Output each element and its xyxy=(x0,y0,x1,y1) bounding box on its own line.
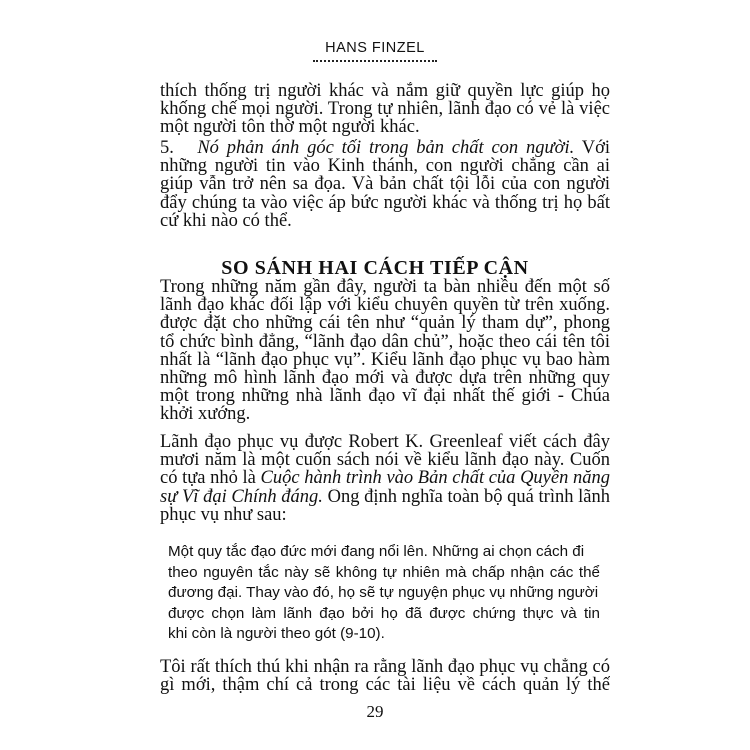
text-line: khởi xướng. xyxy=(160,405,251,424)
text-plain: Ông định nghĩa toàn bộ quá trình lãnh xyxy=(327,487,610,506)
text-line: đẩy chúng ta vào việc áp bức người khác và thống trị họ bất xyxy=(160,193,610,212)
text-line: một người tôn thờ một người khác. xyxy=(160,118,420,137)
book-subtitle: Cuộc hành trình vào Bản chất của Quyền năng xyxy=(260,469,610,488)
text-line: Trong những năm gần đây, người ta bàn nhiều đến một số xyxy=(160,278,610,297)
text-line: Lãnh đạo phục vụ được Robert K. Greenleaf viết cách đây xyxy=(160,433,610,452)
text-line: gì mới, thậm chí cả trong các tài liệu về cách quản lý thế xyxy=(160,676,610,695)
text-line: lãnh đạo khác đối lập với kiểu chuyên quyền từ trên xuống. xyxy=(160,296,610,315)
text-plain: có tựa nhỏ là xyxy=(160,469,256,488)
text-line: Tôi rất thích thú khi nhận ra rằng lãnh đạo phục vụ chẳng có xyxy=(160,658,610,677)
running-header: HANS FINZEL xyxy=(325,40,425,56)
paragraph-1 xyxy=(160,278,610,424)
text-line xyxy=(160,469,610,487)
header-dotted-rule xyxy=(313,60,437,62)
paragraph-2 xyxy=(160,433,610,524)
text-line: cứ khi nào có thể. xyxy=(160,211,292,230)
point-number: 5. xyxy=(160,139,174,158)
text-line: thích thống trị người khác và nắm giữ quyền lực giúp họ xyxy=(160,82,610,101)
paragraph-top xyxy=(160,82,610,137)
block-quote xyxy=(168,542,600,645)
quote-line: được chọn làm lãnh đạo bởi họ đã được chứng thực và tin xyxy=(168,604,600,622)
text-line xyxy=(160,139,610,157)
text-line: được đặt cho những cái tên như “quản lý tham dự”, phong xyxy=(160,314,610,333)
point-text: Với xyxy=(581,139,610,158)
text-line: những người tin vào Kinh thánh, con người chẳng cần ai xyxy=(160,157,610,176)
text-line: tổ chức bình đẳng, “lãnh đạo dân chủ”, hoặc theo cái tên tôi xyxy=(160,332,610,351)
text-line: khống chế mọi người. Trong tự nhiên, lãnh đạo có vẻ là việc xyxy=(160,100,610,119)
text-line: phục vụ như sau: xyxy=(160,505,287,524)
section-heading: SO SÁNH HAI CÁCH TIẾP CẬN xyxy=(221,257,529,279)
point-title: Nó phản ánh góc tối trong bản chất con người. xyxy=(197,139,575,158)
paragraph-3 xyxy=(160,658,610,694)
text-line: nhất là “lãnh đạo phục vụ”. Kiểu lãnh đạo phục vụ bao hàm xyxy=(160,350,610,369)
page-number: 29 xyxy=(366,702,384,721)
text-line: một trong những nhà lãnh đạo vĩ đại nhất thế giới - Chúa xyxy=(160,387,610,406)
text-line: những mô hình lãnh đạo mới và được dựa trên những quy xyxy=(160,368,610,388)
book-subtitle-end: sự Vĩ đại Chính đáng. xyxy=(160,487,323,506)
quote-line: theo nguyên tắc này sẽ không tự nhiên mà chấp nhận các thể xyxy=(168,563,600,581)
quote-line: Một quy tắc đạo đức mới đang nổi lên. Những ai chọn cách đi xyxy=(168,543,585,560)
text-line xyxy=(160,488,610,506)
quote-line: đương đại. Thay vào đó, họ sẽ tự nguyện phục vụ những người xyxy=(168,584,599,601)
text-line: mươi năm là một cuốn sách nói về kiểu lãnh đạo này. Cuốn xyxy=(160,451,610,470)
point-5 xyxy=(160,139,610,230)
quote-line: khi còn là người theo gót (9-10). xyxy=(168,625,385,642)
text-line: giúp vẫn trở nên sa đọa. Và bản chất tội lỗi của con người xyxy=(160,175,610,194)
